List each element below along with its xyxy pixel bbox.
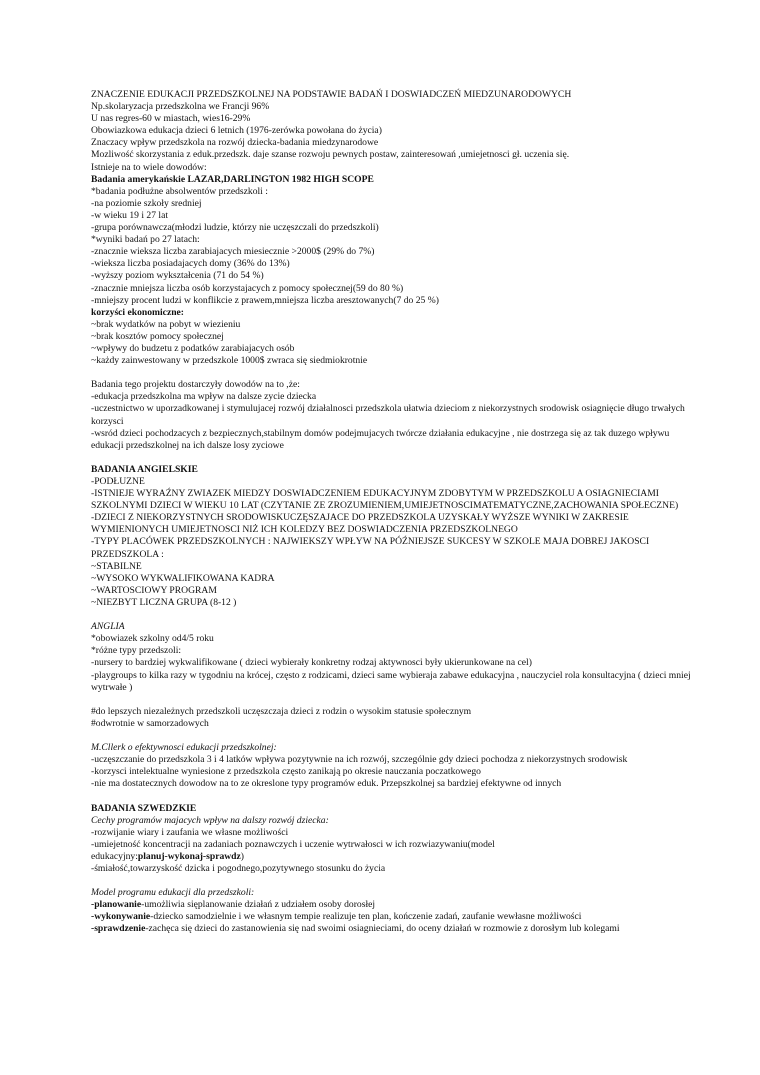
definition-item (91, 911, 691, 923)
model-suffix: ) (240, 850, 244, 862)
text-line: Obowiazkowa edukacja dzieci 6 letnich (1976-zerówka powołana do życia) (91, 125, 382, 137)
text-line: -grupa porównawcza(młodzi ludzie, którzy nie uczęszczali do przedszkoli) (91, 222, 379, 234)
definition: -umożliwia sięplanowanie działań z udziałem osoby dorosłej (141, 899, 376, 911)
model-prefix: edukacyjny: (91, 850, 138, 862)
document-page (91, 89, 691, 936)
list-item: ~brak kosztów pomocy społecznej (91, 330, 224, 342)
list-item: ~każdy zainwestowany w przedszkole 1000$ zwraca się siedmiokrotnie (91, 355, 368, 367)
list-item: ~wpływy do budzetu z podatków zarabiajacych osób (91, 342, 295, 354)
text-paragraph: -wsród dzieci pochodzacych z bezpiecznych,stabilnym domów podejmujacych twórcze działania edukacyjne , nie dostrzega się az tak duzego wpływu edukacji przedszkolnej na ich dalsze losy zyciowe (91, 427, 670, 451)
definition: -dziecko samodzielnie i we własnym tempie realizuje ten plan, kończenie zadań, zaufanie wewłasne możliwości (150, 911, 582, 923)
text-line: -nie ma dostatecznych dowodow na to ze okreslone typy programów eduk. Przepszkolnej sa bardziej efektywne od innych (91, 778, 562, 790)
text-line: *obowiazek szkolny od4/5 roku (91, 633, 214, 645)
text-line: -śmiałość,towarzyskość dzicka i pogodnego,pozytywnego stosunku do życia (91, 863, 386, 874)
text-line: -umiejetność koncentracji na zadaniach poznawczych i uczenie wytrwałosci w ich rozwiazywaniu(model (91, 838, 495, 850)
term: -wykonywanie (91, 911, 151, 923)
text-line: #do lepszych niezależnych przedszkoli uczęszczaja dzieci z rodzin o wysokim statusie społecznym (91, 705, 472, 717)
text-line: #odwrotnie w samorzadowych (91, 717, 209, 729)
definition-item (91, 899, 691, 911)
text-paragraph: -playgroups to kilka razy w tygodniu na krócej, często z rodzicami, dzieci same wybieraja zabawe edukacyjna , nauczyciel rola konsultacyjna ( dzieci mniej wytrwałe ) (91, 669, 691, 693)
list-item: ~WYSOKO WYKWALIFIKOWANA KADRA (91, 572, 275, 584)
document-title: ZNACZENIE EDUKACJI PRZEDSZKOLNEJ NA PODSTAWIE BADAŃ I DOSWIADCZEŃ MIEDZUNARODOWYCH (91, 89, 572, 100)
model-line (91, 851, 691, 863)
definition: -zachęca się dzieci do zastanowienia się nad swoimi osiagnieciami, do oceny działań w rozmowie z dorosłym lub kolegami (145, 923, 620, 935)
section-heading-anglia: ANGLIA (91, 621, 125, 633)
list-item: ~brak wydatków na pobyt w wiezieniu (91, 318, 241, 330)
section-heading-swedish: BADANIA SZWEDZKIE (91, 802, 197, 814)
list-item: ~WARTOSCIOWY PROGRAM (91, 584, 217, 596)
text-line: -wieksza liczba posiadajacych domy (36% do 13%) (91, 258, 290, 270)
text-line: U nas regres-60 w miastach, wies16-29% (91, 113, 251, 125)
text-line: Istnieje na to wiele dowodów: (91, 161, 207, 173)
model-name: planuj-wykonaj-sprawdz (137, 850, 241, 862)
text-paragraph: -DZIECI Z NIEKORZYSTNYCH SRODOWISKUCZĘSZAJACE DO PRZEDSZKOLA UZYSKAŁY WYŻSZE WYNIKI W ZAKRESIE WYMIENIONYCH UMIEJETNOSCI NIŻ ICH KOLEDZY BEZ DOSWIADCZENIA PRZEDSZKOLNEGO (91, 512, 629, 536)
text-line: -edukacja przedszkolna ma wpływ na dalsze zycie dziecka (91, 391, 317, 403)
text-line: -korzysci intelektualne wyniesione z przedszkola często zanikają po okresie nauczania poczatkowego (91, 766, 481, 778)
term: -planowanie (91, 899, 142, 911)
list-item: ~NIEZBYT LICZNA GRUPA (8-12 ) (91, 596, 237, 608)
text-line: -PODŁUZNE (91, 476, 145, 487)
text-line: -znacznie wieksza liczba zarabiajacych miesiecznie >2000$ (29% do 7%) (91, 246, 375, 258)
section-heading-cllerk: M.Cllerk o efektywnosci edukacji przedszkolnej: (91, 742, 277, 754)
text-line: Znaczacy wpływ przedszkola na rozwój dziecka-badania miedzynarodowe (91, 137, 379, 149)
text-paragraph: -ISTNIEJE WYRAŹNY ZWIAZEK MIEDZY DOSWIADCZENIEM EDUKACYJNYM ZDOBYTYM W PRZEDSZKOLU A OSIAGNIECIAMI SZKOLNYMI DZIECI W WIEKU 10 LAT (CZYTANIE ZE ZROZUMIENIEM,UMIEJETNOSCIMATEMATYCZNE,ZACHOWANIA SPOŁECZNE) (91, 488, 679, 512)
text-line: -wyższy poziom wykształcenia (71 do 54 %) (91, 270, 264, 282)
section-heading-american: Badania amerykańskie LAZAR,DARLINGTON 1982 HIGH SCOPE (91, 173, 374, 185)
definition-item (91, 923, 691, 935)
text-line: *różne typy przedszoli: (91, 645, 182, 657)
text-line: Np.skolaryzacja przedszkolna we Francji 96% (91, 101, 270, 113)
section-heading-model: Model programu edukacji dla przedszkoli: (91, 887, 255, 899)
text-line: *badania podłużne absolwentów przedszkoli : (91, 185, 268, 197)
text-line: Badania tego projektu dostarczyły dowodów na to ,że: (91, 379, 300, 391)
text-line: Mozliwość skorzystania z eduk.przedszk. daje szanse rozwoju pewnych postaw, zainteresowań ,umiejetnosci gł. uczenia się. (91, 149, 570, 161)
text-paragraph: -uczestnictwo w uporzadkowanej i stymulujacej rozwój działalnosci przedszkola ułatwia dzieciom z niekorzystnych srodowisk osiagnięcie długo trwałych korzysci (91, 403, 685, 427)
text-line: *wyniki badań po 27 latach: (91, 234, 200, 246)
text-line: -w wieku 19 i 27 lat (91, 209, 169, 221)
term: -sprawdzenie (91, 923, 146, 935)
benefits-heading: korzyści ekonomiczne: (91, 306, 184, 318)
text-line: -rozwijanie wiary i zaufania we własne możliwości (91, 826, 289, 838)
list-item: ~STABILNE (91, 560, 142, 572)
text-line: -mniejszy procent ludzi w konflikcie z prawem,mniejsza liczba aresztowanych(7 do 25 %) (91, 294, 439, 306)
text-paragraph: -TYPY PLACÓWEK PRZEDSZKOLNYCH : NAJWIEKSZY WPŁYW NA PÓŹNIEJSZE SUKCESY W SZKOLE MAJA DOBREJ JAKOSCI PRZEDSZKOLA : (91, 536, 650, 560)
text-line: -uczęszczanie do przedszkola 3 i 4 latków wpływa pozytywnie na ich rozwój, szczególnie gdy dzieci pochodza z niekorzystnych srodowisk (91, 754, 628, 766)
text-paragraph: -nursery to bardziej wykwalifikowane ( dzieci wybierały konkretny rodzaj aktywnosci były ukierunkowane na cel) (91, 657, 532, 669)
text-line: -znacznie mniejsza liczba osób korzystajacych z pomocy społecznej(59 do 80 %) (91, 282, 404, 294)
subheading: Cechy programów majacych wpływ na dalszy rozwój dziecka: (91, 814, 329, 826)
section-heading-english: BADANIA ANGIELSKIE (91, 463, 198, 475)
text-line: -na poziomie szkoły sredniej (91, 197, 202, 209)
